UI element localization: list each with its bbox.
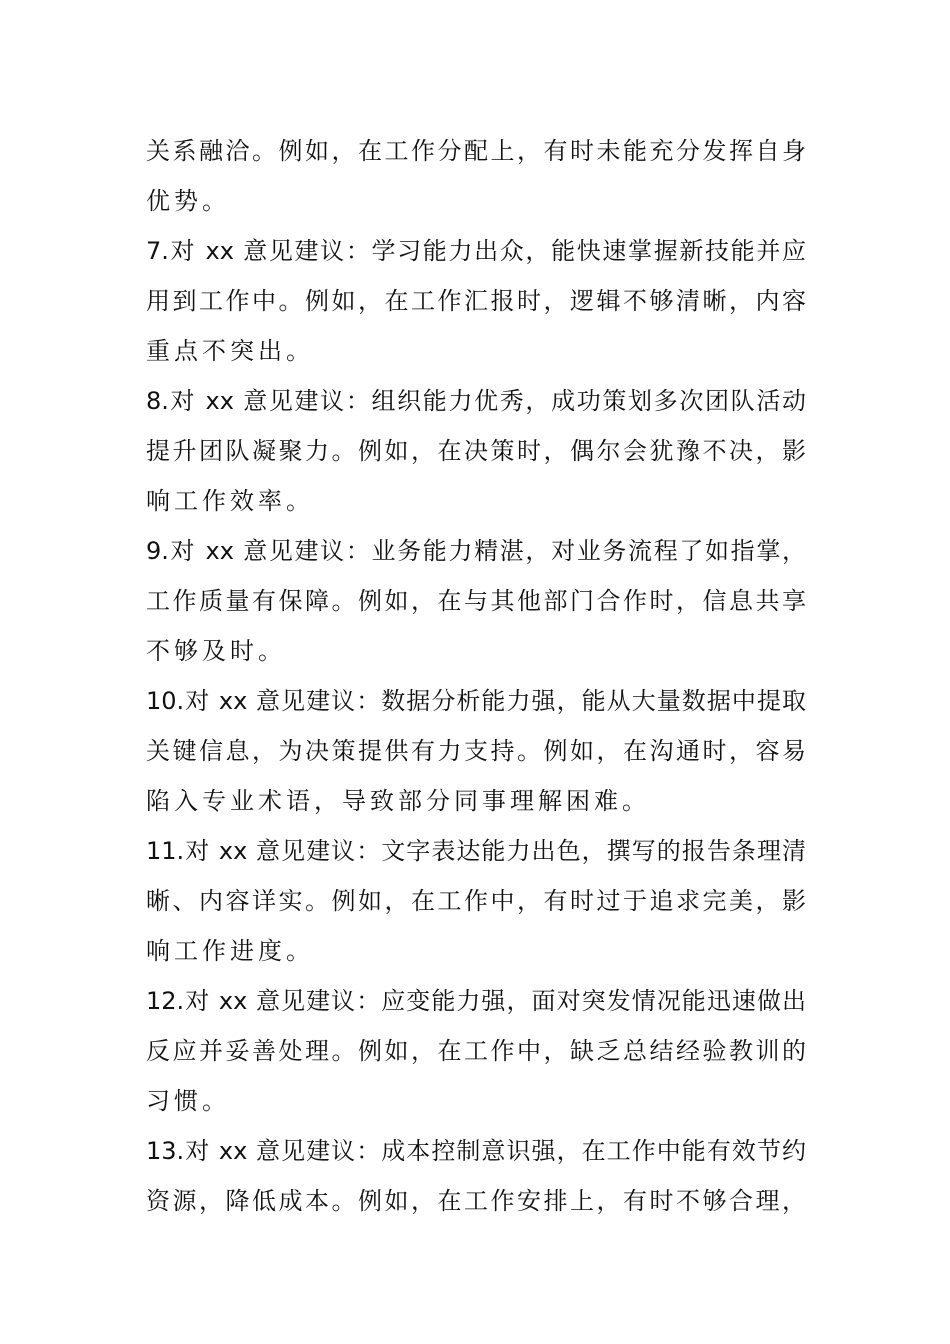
text-line: 提升团队凝聚力。例如，在决策时，偶尔会犹豫不决，影 (146, 437, 806, 465)
item-13-line: 13.对 xx 意见建议：成本控制意识强，在工作中能有效节约 (146, 1137, 806, 1165)
text-line: 优势。 (146, 187, 230, 215)
text-line: 关键信息，为决策提供有力支持。例如，在沟通时，容易 (146, 737, 806, 765)
text-line: 资源，降低成本。例如，在工作安排上，有时不够合理， (146, 1187, 806, 1215)
text-line: 陷入专业术语，导致部分同事理解困难。 (146, 787, 650, 815)
text-line: 工作质量有保障。例如，在与其他部门合作时，信息共享 (146, 587, 806, 615)
item-12-line: 12.对 xx 意见建议：应变能力强，面对突发情况能迅速做出 (146, 987, 806, 1015)
item-8-line: 8.对 xx 意见建议：组织能力优秀，成功策划多次团队活动 (146, 387, 806, 415)
item-7-line: 7.对 xx 意见建议：学习能力出众，能快速掌握新技能并应 (146, 237, 806, 265)
item-11-line: 11.对 xx 意见建议：文字表达能力出色，撰写的报告条理清 (146, 837, 806, 865)
item-9-line: 9.对 xx 意见建议：业务能力精湛，对业务流程了如指掌， (146, 537, 806, 565)
text-line: 重点不突出。 (146, 337, 314, 365)
text-line: 响工作效率。 (146, 487, 314, 515)
text-line: 晰、内容详实。例如，在工作中，有时过于追求完美，影 (146, 887, 806, 915)
text-line: 响工作进度。 (146, 937, 314, 965)
text-line: 反应并妥善处理。例如，在工作中，缺乏总结经验教训的 (146, 1037, 806, 1065)
document-body (146, 126, 806, 1226)
text-line: 关系融洽。例如，在工作分配上，有时未能充分发挥自身 (146, 137, 806, 165)
item-10-line: 10.对 xx 意见建议：数据分析能力强，能从大量数据中提取 (146, 687, 806, 715)
text-line: 习惯。 (146, 1087, 230, 1115)
text-line: 用到工作中。例如，在工作汇报时，逻辑不够清晰，内容 (146, 287, 806, 315)
text-line: 不够及时。 (146, 637, 286, 665)
